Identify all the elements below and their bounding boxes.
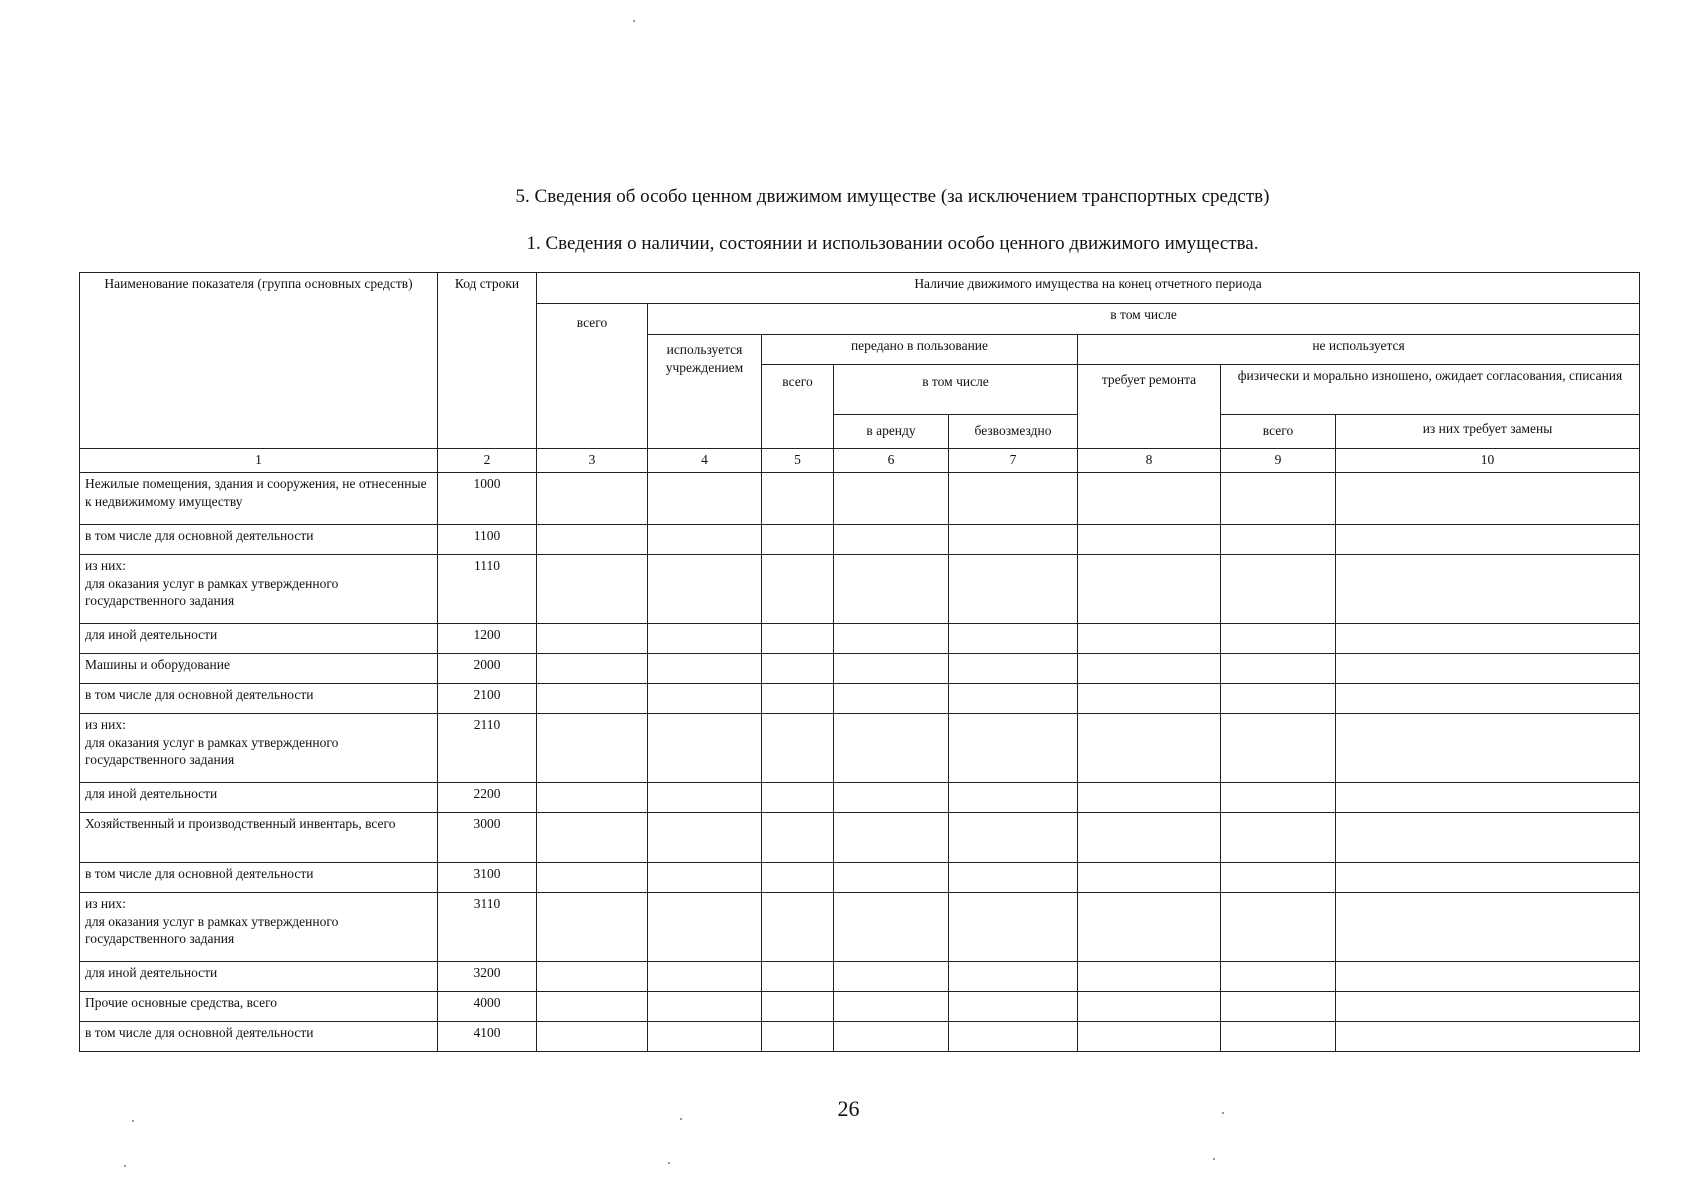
value-cell-col-6: [834, 714, 949, 783]
header-availability: Наличие движимого имущества на конец отчетного периода: [537, 273, 1640, 304]
value-cell-col-10: [1336, 813, 1640, 863]
value-cell-col-3: [537, 863, 648, 893]
value-cell-col-4: [648, 1022, 762, 1052]
value-cell-col-9: [1221, 962, 1336, 992]
header-transferred: передано в пользование: [762, 335, 1078, 365]
value-cell-col-3: [537, 654, 648, 684]
value-cell-col-8: [1078, 714, 1221, 783]
value-cell-col-3: [537, 473, 648, 525]
value-cell-col-7: [949, 783, 1078, 813]
value-cell-col-6: [834, 813, 949, 863]
value-cell-col-3: [537, 624, 648, 654]
value-cell-col-8: [1078, 1022, 1221, 1052]
row-code: 3110: [438, 893, 537, 962]
value-cell-col-7: [949, 473, 1078, 525]
scan-speck: [1222, 1112, 1224, 1114]
value-cell-col-8: [1078, 962, 1221, 992]
table-row: [80, 473, 1640, 525]
header-transferred-including: в том числе: [834, 365, 1078, 415]
value-cell-col-8: [1078, 863, 1221, 893]
row-name: для иной деятельности: [80, 783, 438, 813]
value-cell-col-9: [1221, 783, 1336, 813]
row-code: 3100: [438, 863, 537, 893]
header-rent: в аренду: [834, 415, 949, 449]
value-cell-col-3: [537, 893, 648, 962]
row-code: 3000: [438, 813, 537, 863]
value-cell-col-9: [1221, 863, 1336, 893]
value-cell-col-5: [762, 684, 834, 714]
value-cell-col-6: [834, 525, 949, 555]
value-cell-col-4: [648, 992, 762, 1022]
row-code: 4000: [438, 992, 537, 1022]
header-worn-out: физически и морально изношено, ожидает согласования, списания: [1221, 365, 1640, 415]
value-cell-col-7: [949, 1022, 1078, 1052]
value-cell-col-5: [762, 813, 834, 863]
value-cell-col-5: [762, 962, 834, 992]
column-number: 9: [1221, 449, 1336, 473]
value-cell-col-10: [1336, 893, 1640, 962]
value-cell-col-10: [1336, 624, 1640, 654]
column-number: 7: [949, 449, 1078, 473]
row-name: в том числе для основной деятельности: [80, 684, 438, 714]
value-cell-col-3: [537, 1022, 648, 1052]
table-row: [80, 525, 1640, 555]
value-cell-col-10: [1336, 992, 1640, 1022]
row-name: из них: для оказания услуг в рамках утвержденного государственного задания: [80, 555, 438, 624]
value-cell-col-9: [1221, 813, 1336, 863]
value-cell-col-5: [762, 863, 834, 893]
value-cell-col-10: [1336, 1022, 1640, 1052]
value-cell-col-3: [537, 555, 648, 624]
row-code: 2200: [438, 783, 537, 813]
table-row: [80, 863, 1640, 893]
row-name: Машины и оборудование: [80, 654, 438, 684]
value-cell-col-10: [1336, 555, 1640, 624]
section-title: 5. Сведения об особо ценном движимом имуществе (за исключением транспортных средств): [515, 186, 1270, 207]
header-worn-total: всего: [1221, 415, 1336, 449]
value-cell-col-6: [834, 783, 949, 813]
value-cell-col-9: [1221, 473, 1336, 525]
value-cell-col-7: [949, 962, 1078, 992]
row-name: для иной деятельности: [80, 962, 438, 992]
value-cell-col-7: [949, 555, 1078, 624]
value-cell-col-5: [762, 992, 834, 1022]
value-cell-col-6: [834, 992, 949, 1022]
row-name: из них: для оказания услуг в рамках утвержденного государственного задания: [80, 714, 438, 783]
property-table: [79, 272, 1640, 1052]
table-row: [80, 813, 1640, 863]
value-cell-col-3: [537, 992, 648, 1022]
value-cell-col-8: [1078, 525, 1221, 555]
value-cell-col-6: [834, 654, 949, 684]
value-cell-col-7: [949, 654, 1078, 684]
header-needs-replacement: из них требует замены: [1336, 415, 1640, 449]
value-cell-col-7: [949, 714, 1078, 783]
value-cell-col-5: [762, 714, 834, 783]
value-cell-col-3: [537, 525, 648, 555]
scan-speck: [132, 1120, 134, 1122]
row-code: 2100: [438, 684, 537, 714]
value-cell-col-9: [1221, 525, 1336, 555]
header-code: Код строки: [438, 273, 537, 449]
value-cell-col-8: [1078, 893, 1221, 962]
column-number-row: [80, 449, 1640, 473]
header-transferred-total: всего: [762, 365, 834, 449]
row-name: Прочие основные средства, всего: [80, 992, 438, 1022]
row-code: 4100: [438, 1022, 537, 1052]
value-cell-col-6: [834, 624, 949, 654]
value-cell-col-4: [648, 684, 762, 714]
value-cell-col-8: [1078, 783, 1221, 813]
value-cell-col-6: [834, 962, 949, 992]
value-cell-col-6: [834, 863, 949, 893]
table-row: [80, 555, 1640, 624]
row-name: Нежилые помещения, здания и сооружения, не отнесенные к недвижимому имуществу: [80, 473, 438, 525]
scan-speck: [633, 20, 635, 22]
value-cell-col-3: [537, 962, 648, 992]
value-cell-col-4: [648, 962, 762, 992]
column-number: 2: [438, 449, 537, 473]
value-cell-col-10: [1336, 783, 1640, 813]
table-row: [80, 714, 1640, 783]
value-cell-col-7: [949, 684, 1078, 714]
table-row: [80, 624, 1640, 654]
column-number: 1: [80, 449, 438, 473]
value-cell-col-9: [1221, 654, 1336, 684]
row-code: 2110: [438, 714, 537, 783]
value-cell-col-3: [537, 783, 648, 813]
value-cell-col-3: [537, 714, 648, 783]
column-number: 3: [537, 449, 648, 473]
scan-speck: [124, 1165, 126, 1167]
value-cell-col-10: [1336, 684, 1640, 714]
column-number: 6: [834, 449, 949, 473]
value-cell-col-5: [762, 555, 834, 624]
header-not-used: не используется: [1078, 335, 1640, 365]
value-cell-col-4: [648, 654, 762, 684]
row-code: 2000: [438, 654, 537, 684]
table-row: [80, 1022, 1640, 1052]
value-cell-col-9: [1221, 555, 1336, 624]
value-cell-col-8: [1078, 555, 1221, 624]
value-cell-col-4: [648, 714, 762, 783]
column-number: 5: [762, 449, 834, 473]
value-cell-col-4: [648, 624, 762, 654]
value-cell-col-5: [762, 783, 834, 813]
table-row: [80, 893, 1640, 962]
value-cell-col-7: [949, 813, 1078, 863]
value-cell-col-5: [762, 473, 834, 525]
value-cell-col-6: [834, 1022, 949, 1052]
header-needs-repair: требует ремонта: [1078, 365, 1221, 449]
value-cell-col-4: [648, 863, 762, 893]
value-cell-col-9: [1221, 714, 1336, 783]
row-code: 1110: [438, 555, 537, 624]
value-cell-col-3: [537, 813, 648, 863]
value-cell-col-5: [762, 1022, 834, 1052]
value-cell-col-9: [1221, 1022, 1336, 1052]
value-cell-col-7: [949, 893, 1078, 962]
value-cell-col-7: [949, 624, 1078, 654]
value-cell-col-7: [949, 992, 1078, 1022]
value-cell-col-10: [1336, 525, 1640, 555]
value-cell-col-9: [1221, 684, 1336, 714]
scan-speck: [668, 1162, 670, 1164]
page-number: 26: [837, 1096, 860, 1121]
value-cell-col-8: [1078, 992, 1221, 1022]
table-row: [80, 962, 1640, 992]
row-name: в том числе для основной деятельности: [80, 525, 438, 555]
value-cell-col-10: [1336, 654, 1640, 684]
row-code: 1200: [438, 624, 537, 654]
scan-speck: [1213, 1158, 1215, 1160]
value-cell-col-9: [1221, 624, 1336, 654]
value-cell-col-9: [1221, 893, 1336, 962]
value-cell-col-5: [762, 893, 834, 962]
value-cell-col-10: [1336, 863, 1640, 893]
row-code: 1100: [438, 525, 537, 555]
value-cell-col-5: [762, 525, 834, 555]
table-row: [80, 654, 1640, 684]
value-cell-col-5: [762, 654, 834, 684]
value-cell-col-10: [1336, 962, 1640, 992]
table-row: [80, 783, 1640, 813]
value-cell-col-8: [1078, 813, 1221, 863]
subsection-title: 1. Сведения о наличии, состоянии и использовании особо ценного движимого имущества.: [526, 233, 1259, 254]
value-cell-col-8: [1078, 684, 1221, 714]
value-cell-col-3: [537, 684, 648, 714]
value-cell-col-7: [949, 863, 1078, 893]
scan-speck: [680, 1118, 682, 1120]
value-cell-col-6: [834, 684, 949, 714]
value-cell-col-4: [648, 473, 762, 525]
table-row: [80, 684, 1640, 714]
row-name: в том числе для основной деятельности: [80, 1022, 438, 1052]
row-code: 1000: [438, 473, 537, 525]
value-cell-col-6: [834, 555, 949, 624]
value-cell-col-6: [834, 893, 949, 962]
row-code: 3200: [438, 962, 537, 992]
value-cell-col-7: [949, 525, 1078, 555]
header-including: в том числе: [648, 304, 1640, 335]
value-cell-col-4: [648, 525, 762, 555]
row-name: в том числе для основной деятельности: [80, 863, 438, 893]
value-cell-col-4: [648, 813, 762, 863]
value-cell-col-8: [1078, 654, 1221, 684]
column-number: 10: [1336, 449, 1640, 473]
value-cell-col-4: [648, 783, 762, 813]
value-cell-col-9: [1221, 992, 1336, 1022]
value-cell-col-5: [762, 624, 834, 654]
value-cell-col-8: [1078, 473, 1221, 525]
table-row: [80, 992, 1640, 1022]
column-number: 4: [648, 449, 762, 473]
value-cell-col-6: [834, 473, 949, 525]
column-number: 8: [1078, 449, 1221, 473]
header-used-by-institution: используется учреждением: [648, 335, 762, 449]
header-free: безвозмездно: [949, 415, 1078, 449]
value-cell-col-10: [1336, 473, 1640, 525]
header-name: Наименование показателя (группа основных средств): [80, 273, 438, 449]
value-cell-col-8: [1078, 624, 1221, 654]
value-cell-col-4: [648, 555, 762, 624]
row-name: для иной деятельности: [80, 624, 438, 654]
value-cell-col-10: [1336, 714, 1640, 783]
value-cell-col-4: [648, 893, 762, 962]
row-name: из них: для оказания услуг в рамках утвержденного государственного задания: [80, 893, 438, 962]
header-total: всего: [537, 304, 648, 449]
row-name: Хозяйственный и производственный инвентарь, всего: [80, 813, 438, 863]
